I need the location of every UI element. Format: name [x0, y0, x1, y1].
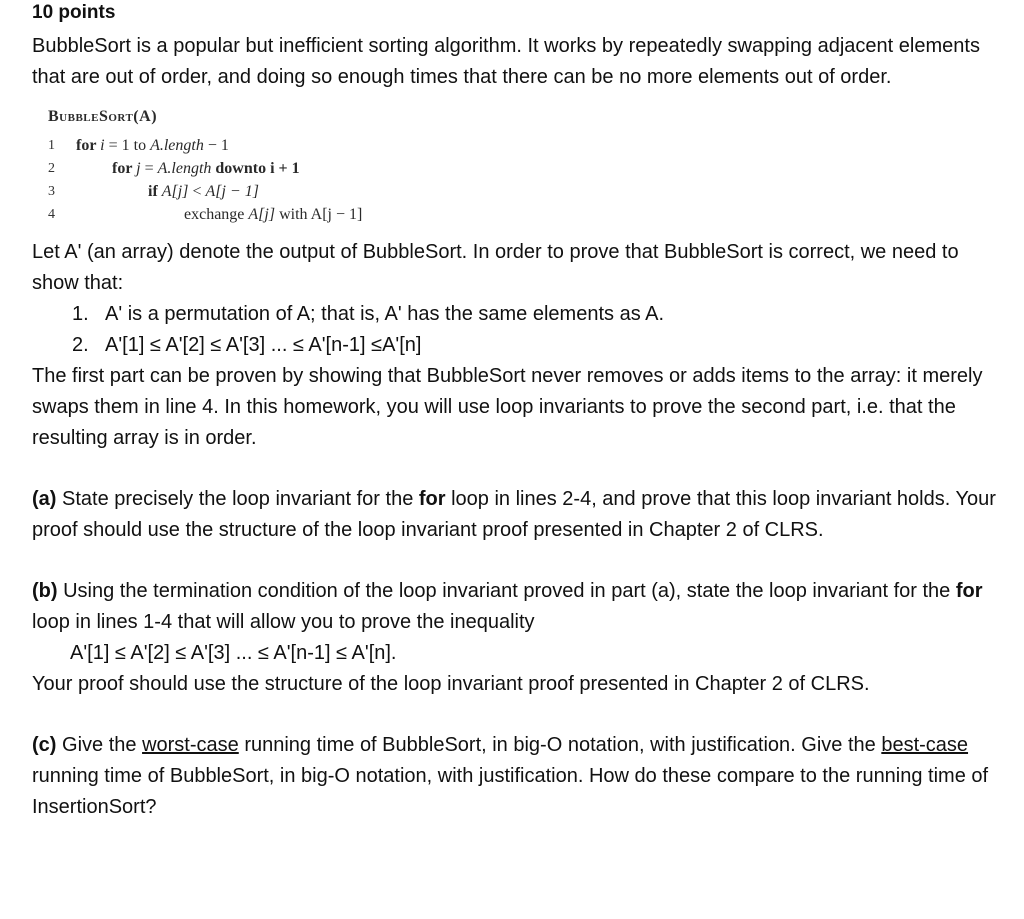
inequality: A'[1] ≤ A'[2] ≤ A'[3] ... ≤ A'[n-1] ≤ A'[n].: [70, 642, 397, 664]
code-text: for j = A.length downto i + 1: [112, 160, 300, 177]
code-text: exchange A[j] with A[j − 1]: [184, 206, 363, 223]
code-line-2: [48, 157, 1007, 180]
part-c-label: (c): [32, 734, 57, 756]
part-b-label: (b): [32, 580, 58, 602]
question-page: [32, 0, 1007, 823]
part-c: (c) Give the worst-case running time of BubbleSort, in big-O notation, with justification. Give the best-case running time of BubbleSort, in big-O notation, with justification. How do these compare to the running time of InsertionSort?: [32, 734, 989, 818]
points-heading: 10 points: [32, 2, 116, 23]
part-a-label: (a): [32, 488, 57, 510]
pseudocode-title: BubbleSort(A): [48, 108, 158, 125]
part-a: (a) State precisely the loop invariant for the for loop in lines 2-4, and prove that this loop invariant holds. Your proof should use the structure of the loop invariant proof presented in Chapter 2 of CLRS.: [32, 488, 996, 541]
part-b-note: Your proof should use the structure of the loop invariant proof presented in Chapter 2 of CLRS.: [32, 673, 870, 695]
code-line-3: [48, 180, 1007, 203]
requirement-item: 1. A' is a permutation of A; that is, A' has the same elements as A.: [72, 303, 665, 325]
intro-paragraph: BubbleSort is a popular but inefficient sorting algorithm. It works by repeatedly swapping adjacent elements that are out of order, and doing so enough times that there can be no more elements out of order.: [32, 35, 980, 88]
code-text: for i = 1 to A.length − 1: [76, 137, 229, 154]
part-b: (b) Using the termination condition of the loop invariant proved in part (a), state the loop invariant for the for loop in lines 1-4 that will allow you to prove the inequality: [32, 580, 983, 633]
line-number: 2: [48, 161, 55, 176]
pseudocode-block: [48, 105, 1007, 226]
requirement-item: 2. A'[1] ≤ A'[2] ≤ A'[3] ... ≤ A'[n-1] ≤A'[n]: [72, 334, 422, 356]
line-number: 1: [48, 138, 55, 153]
line-number: 4: [48, 207, 55, 222]
requirements-list: [32, 299, 1007, 361]
code-text: if A[j] < A[j − 1]: [148, 183, 259, 200]
best-case-term: best-case: [881, 734, 969, 756]
output-paragraph: Let A' (an array) denote the output of BubbleSort. In order to prove that BubbleSort is correct, we need to show that:: [32, 241, 959, 294]
code-line-1: [48, 134, 1007, 157]
proof-paragraph: The first part can be proven by showing that BubbleSort never removes or adds items to the array: it merely swaps them in line 4. In this homework, you will use loop invariants to prove the second part, i.e. that the resulting array is in order.: [32, 365, 983, 449]
line-number: 3: [48, 184, 55, 199]
code-line-4: [48, 203, 1007, 226]
worst-case-term: worst-case: [142, 734, 239, 756]
